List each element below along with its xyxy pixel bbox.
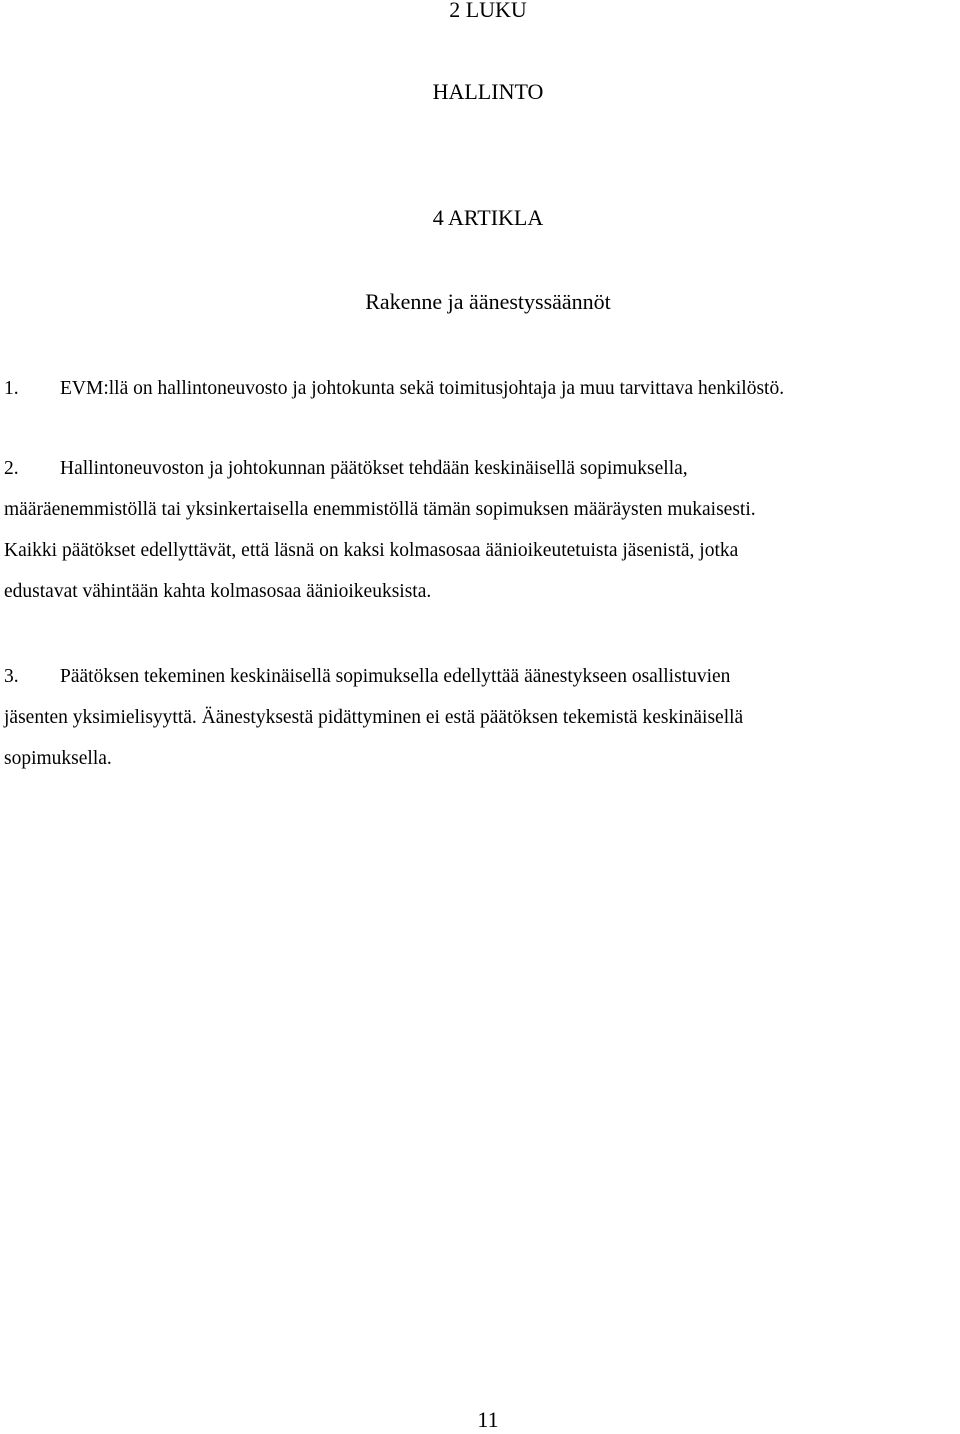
paragraph-line: edustavat vähintään kahta kolmasosaa äänioikeuksista. <box>4 581 432 602</box>
paragraph-line <box>4 448 954 489</box>
paragraph-line <box>4 368 954 409</box>
paragraph-text: Hallintoneuvoston ja johtokunnan päätökset tehdään keskinäisellä sopimuksella, <box>60 458 688 479</box>
paragraph-line: sopimuksella. <box>4 748 112 769</box>
paragraph-line: määräenemmistöllä tai yksinkertaisella enemmistöllä tämän sopimuksen määräysten mukaisesti. <box>4 499 756 520</box>
paragraph-text: Päätöksen tekeminen keskinäisellä sopimuksella edellyttää äänestykseen osallistuvien <box>60 666 731 687</box>
paragraph-line: Kaikki päätökset edellyttävät, että läsnä on kaksi kolmasosaa äänioikeutetuista jäsenistä, jotka <box>4 540 739 561</box>
paragraph-text: EVM:llä on hallintoneuvosto ja johtokunta sekä toimitusjohtaja ja muu tarvittava henkilöstö. <box>60 378 785 399</box>
paragraph-line <box>4 656 954 697</box>
paragraph-number: 1. <box>4 378 19 399</box>
page-number: 11 <box>477 1407 499 1432</box>
paragraph-1 <box>4 368 954 409</box>
chapter-title: HALLINTO <box>432 79 544 104</box>
article-number: 4 ARTIKLA <box>432 205 544 230</box>
paragraph-line: jäsenten yksimielisyyttä. Äänestyksestä pidättyminen ei estä päätöksen tekemistä keskinäisellä <box>4 707 744 728</box>
paragraph-number: 2. <box>4 458 19 479</box>
chapter-heading: 2 LUKU <box>449 0 527 22</box>
paragraph-3 <box>4 656 954 779</box>
paragraph-number: 3. <box>4 666 19 687</box>
article-title: Rakenne ja äänestyssäännöt <box>365 289 611 314</box>
paragraph-2 <box>4 448 954 612</box>
